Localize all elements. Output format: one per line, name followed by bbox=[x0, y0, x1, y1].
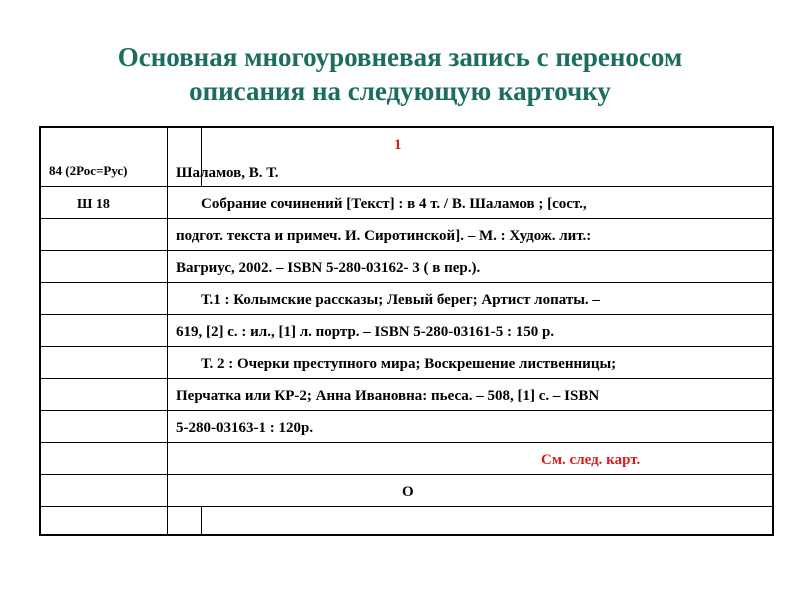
card-hole-mark: О bbox=[402, 484, 414, 500]
card-rule bbox=[41, 282, 772, 283]
card-indent-line bbox=[201, 506, 202, 534]
card-rule bbox=[41, 314, 772, 315]
continued-note: См. след. карт. bbox=[541, 452, 641, 468]
card-margin-line bbox=[167, 128, 168, 534]
author-heading: Шаламов, В. Т. bbox=[176, 165, 279, 181]
card-rule bbox=[41, 474, 772, 475]
card-number: 1 bbox=[394, 137, 402, 153]
description-line: подгот. текста и примеч. И. Сиротинской]. – М. : Худож. лит.: bbox=[176, 228, 592, 244]
description-line: Вагриус, 2002. – ISBN 5-280-03162- 3 ( в пер.). bbox=[176, 260, 481, 276]
description-line: Т. 2 : Очерки преступного мира; Воскрешение лиственницы; bbox=[201, 356, 617, 372]
description-line: 5-280-03163-1 : 120р. bbox=[176, 420, 314, 436]
description-line: Т.1 : Колымские рассказы; Левый берег; Артист лопаты. – bbox=[201, 292, 600, 308]
card-rule bbox=[41, 506, 772, 507]
title-line-2: описания на следующую карточку bbox=[189, 76, 611, 106]
card-rule bbox=[41, 442, 772, 443]
card-rule bbox=[41, 378, 772, 379]
description-line: Перчатка или КР-2; Анна Ивановна: пьеса. – 508, [1] с. – ISBN bbox=[176, 388, 600, 404]
classification-index: 84 (2Рос=Рус) bbox=[49, 163, 128, 178]
card-rule bbox=[41, 346, 772, 347]
card-rule bbox=[41, 218, 772, 219]
title-line-1: Основная многоуровневая запись с переносом bbox=[117, 42, 683, 72]
author-mark: Ш 18 bbox=[77, 197, 110, 212]
card-rule bbox=[41, 250, 772, 251]
card-rule bbox=[41, 410, 772, 411]
description-line: 619, [2] с. : ил., [1] л. портр. – ISBN 5-280-03161-5 : 150 р. bbox=[176, 324, 555, 340]
page-title bbox=[0, 40, 800, 108]
card-rule bbox=[41, 186, 772, 187]
description-line: Собрание сочинений [Текст] : в 4 т. / В. Шаламов ; [сост., bbox=[201, 196, 587, 212]
catalog-card bbox=[39, 126, 774, 536]
